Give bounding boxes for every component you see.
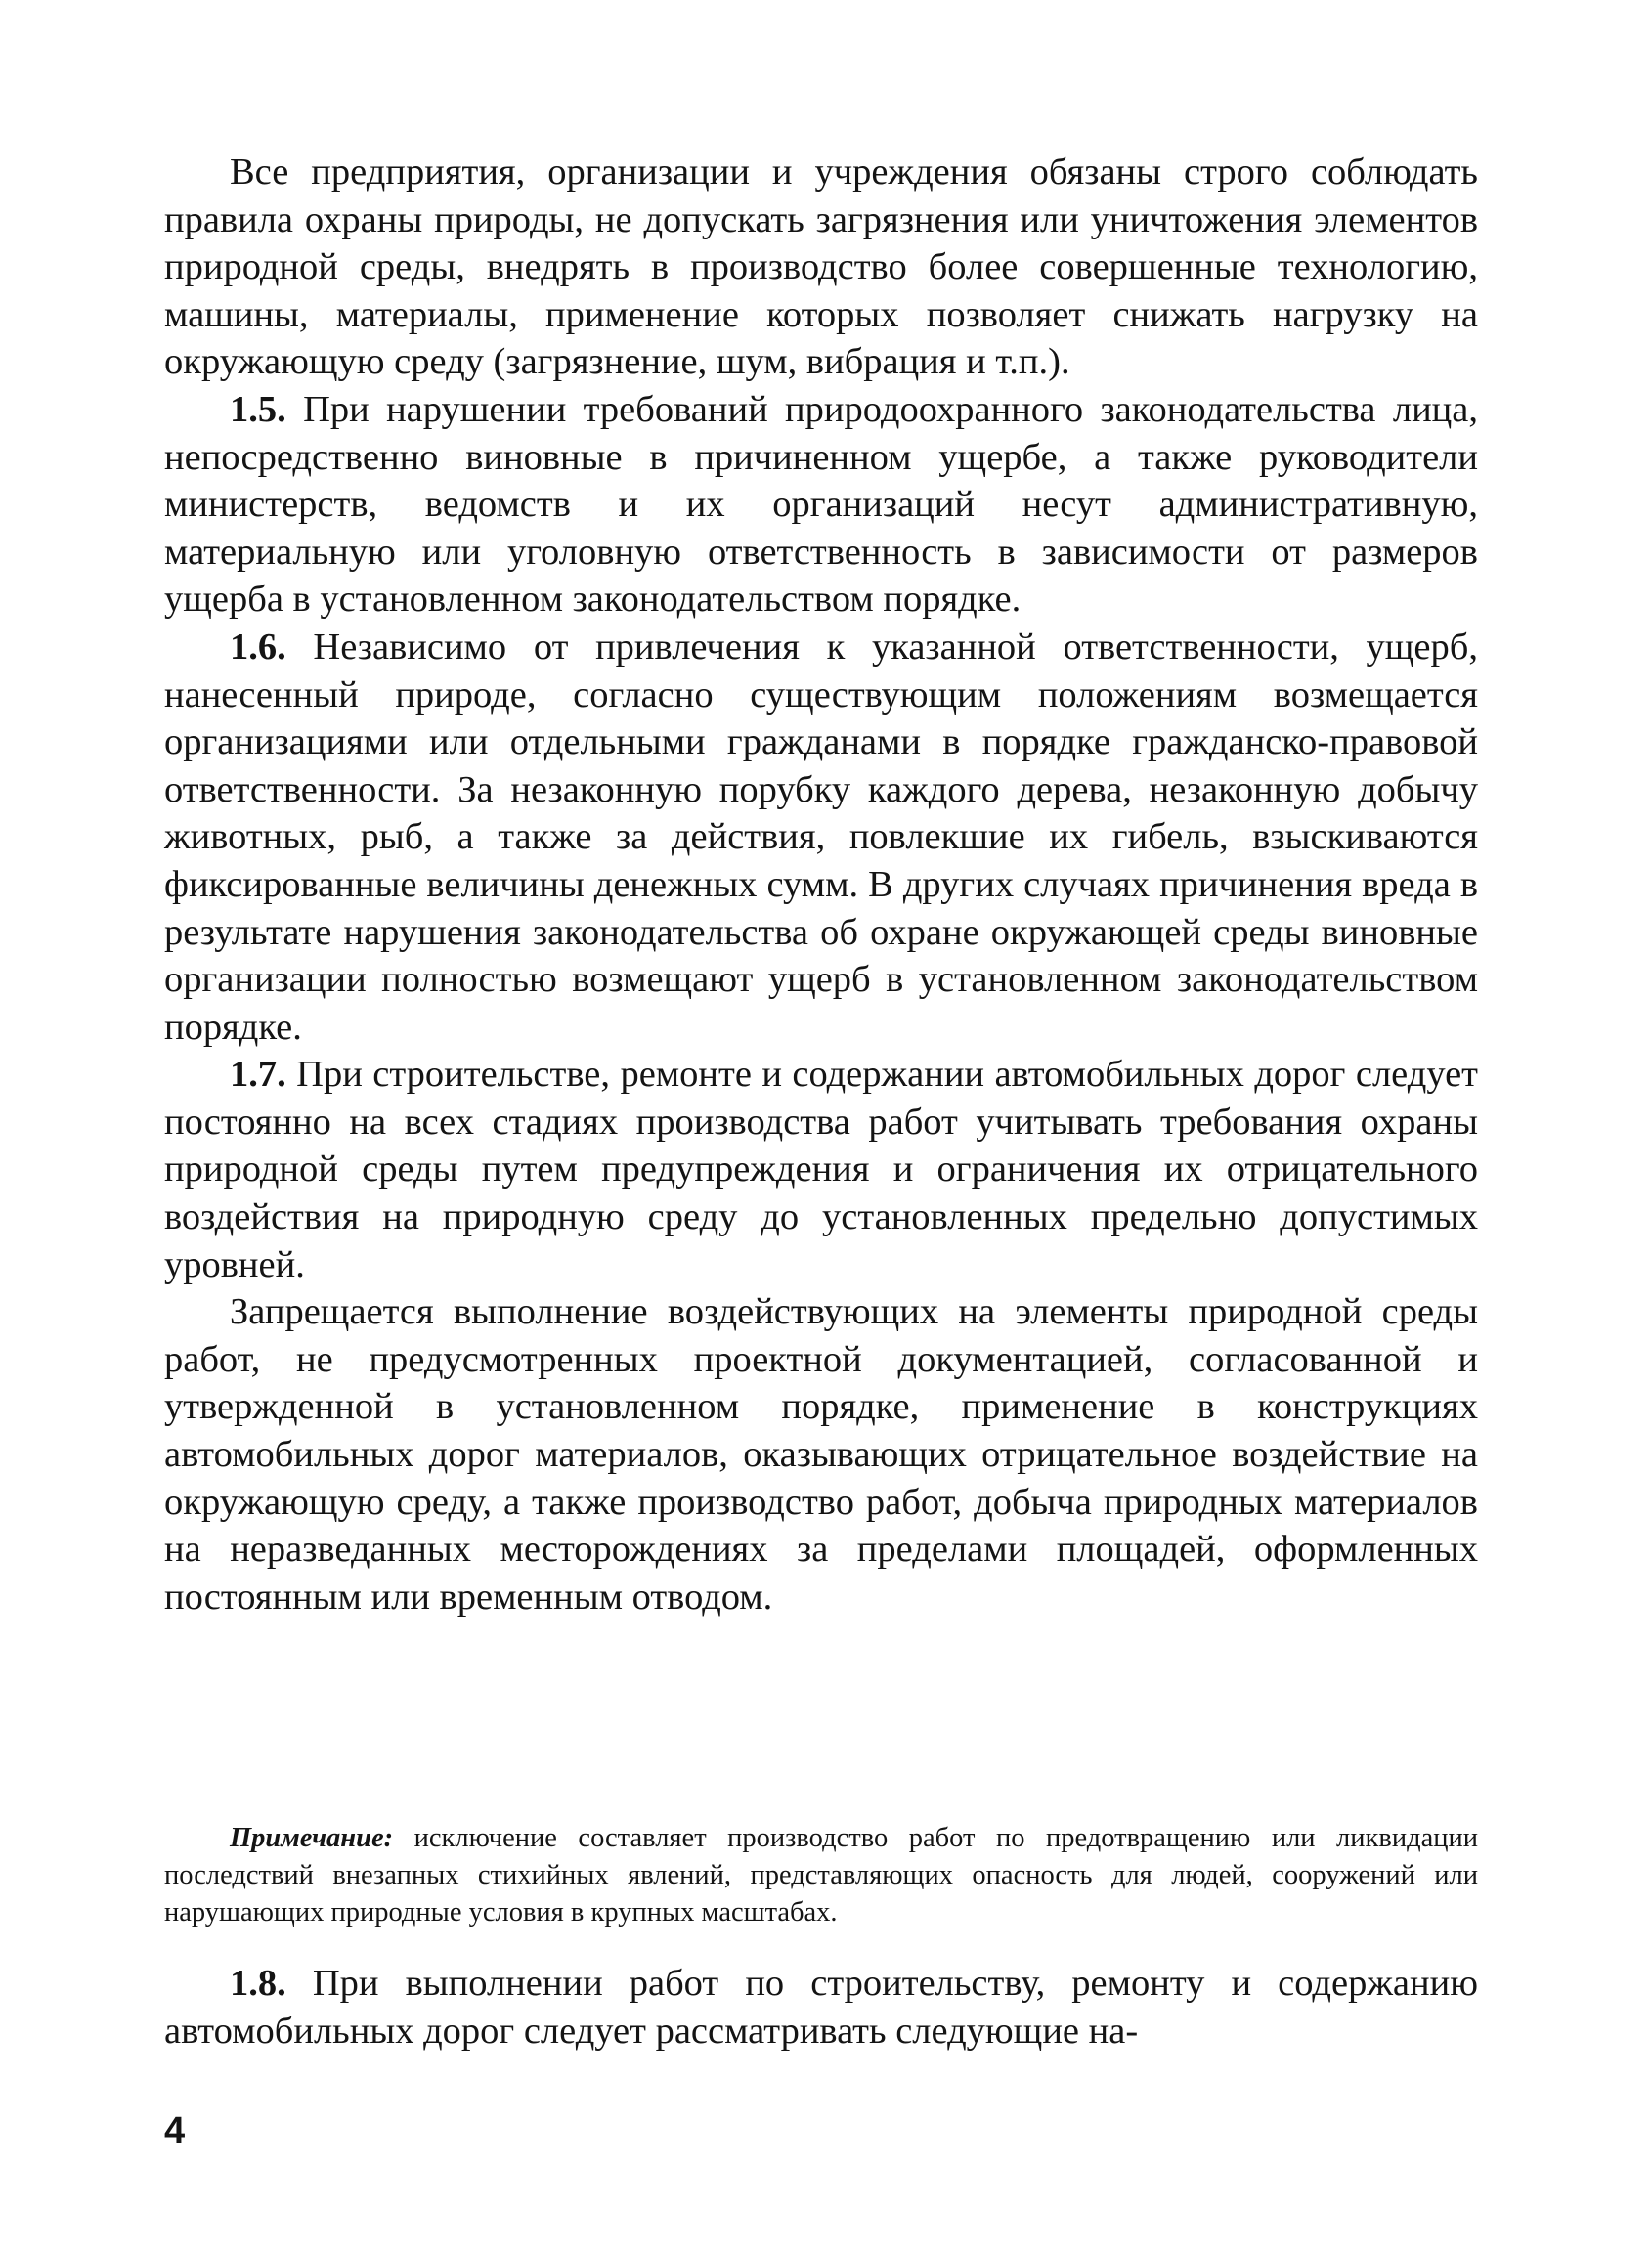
final-paragraph-block bbox=[164, 1960, 1478, 2055]
paragraph-1-7 bbox=[164, 1051, 1478, 1288]
paragraph-number: 1.6. bbox=[230, 626, 286, 668]
paragraph-1-8 bbox=[164, 1960, 1478, 2055]
paragraph-text: Независимо от привлечения к указанной ответственности, ущерб, нанесенный природе, согласно существующим положениям возмещается организациями или отдельными гражданами в порядке гражданско-правовой ответственности. За незаконную порубку каждого дерева, незаконную добычу животных, рыб, а также за действия, повлекшие их гибель, взыскиваются фиксированные величины денежных сумм. В других случаях причинения вреда в результате нарушения законодательства об охране окружающей среды виновные организации полностью возмещают ущерб в установленном законодательством порядке. bbox=[164, 626, 1478, 1048]
paragraph-number: 1.5. bbox=[230, 388, 286, 430]
paragraph-prohibition bbox=[164, 1288, 1478, 1621]
page-number: 4 bbox=[164, 2110, 186, 2151]
paragraph-text: При выполнении работ по строительству, ремонту и содержанию автомобильных дорог следует рассматривать следующие на- bbox=[164, 1963, 1478, 2052]
paragraph-number: 1.7. bbox=[230, 1054, 286, 1096]
paragraph-number: 1.8. bbox=[230, 1963, 286, 2004]
note bbox=[164, 1820, 1478, 1931]
paragraph-text: Запрещается выполнение воздействующих на элементы природной среды работ, не предусмотренных проектной документацией, согласованной и утвержденной в установленном порядке, применение в конструкциях автомобильных дорог материалов, оказывающих отрицательное воздействие на окружающую среду, а также производство работ, добыча природных материалов на неразведанных месторождениях за пределами площадей, оформленных постоянным или временным отводом. bbox=[164, 1291, 1478, 1618]
paragraph-1-6 bbox=[164, 624, 1478, 1051]
paragraph-1-5 bbox=[164, 386, 1478, 624]
note-label: Примечание: bbox=[230, 1823, 394, 1853]
paragraph-text: Все предприятия, организации и учреждения обязаны строго соблюдать правила охраны природы, не допускать загрязнения или уничтожения элементов природной среды, внедрять в производство более совершенные технологию, машины, материалы, применение которых позволяет снижать нагрузку на окружающую среду (загрязнение, шум, вибрация и т.п.). bbox=[164, 152, 1478, 383]
note-text: исключение составляет производство работ по предотвращению или ликвидации последствий внезапных стихийных явлений, представляющих опасность для людей, сооружений или нарушающих природные условия в крупных масштабах. bbox=[164, 1823, 1478, 1928]
paragraph-text: При нарушении требований природоохранного законодательства лица, непосредственно виновные в причиненном ущербе, а также руководители министерств, ведомств и их организаций несут административную, материальную или уголовную ответственность в зависимости от размеров ущерба в установленном законодательством порядке. bbox=[164, 388, 1478, 621]
body-text bbox=[164, 149, 1478, 1621]
paragraph-text: При строительстве, ремонте и содержании автомобильных дорог следует постоянно на всех стадиях производства работ учитывать требования охраны природной среды путем предупреждения и ограничения их отрицательного воздействия на природную среду до установленных предельно допустимых уровней. bbox=[164, 1054, 1478, 1285]
paragraph-intro bbox=[164, 149, 1478, 386]
